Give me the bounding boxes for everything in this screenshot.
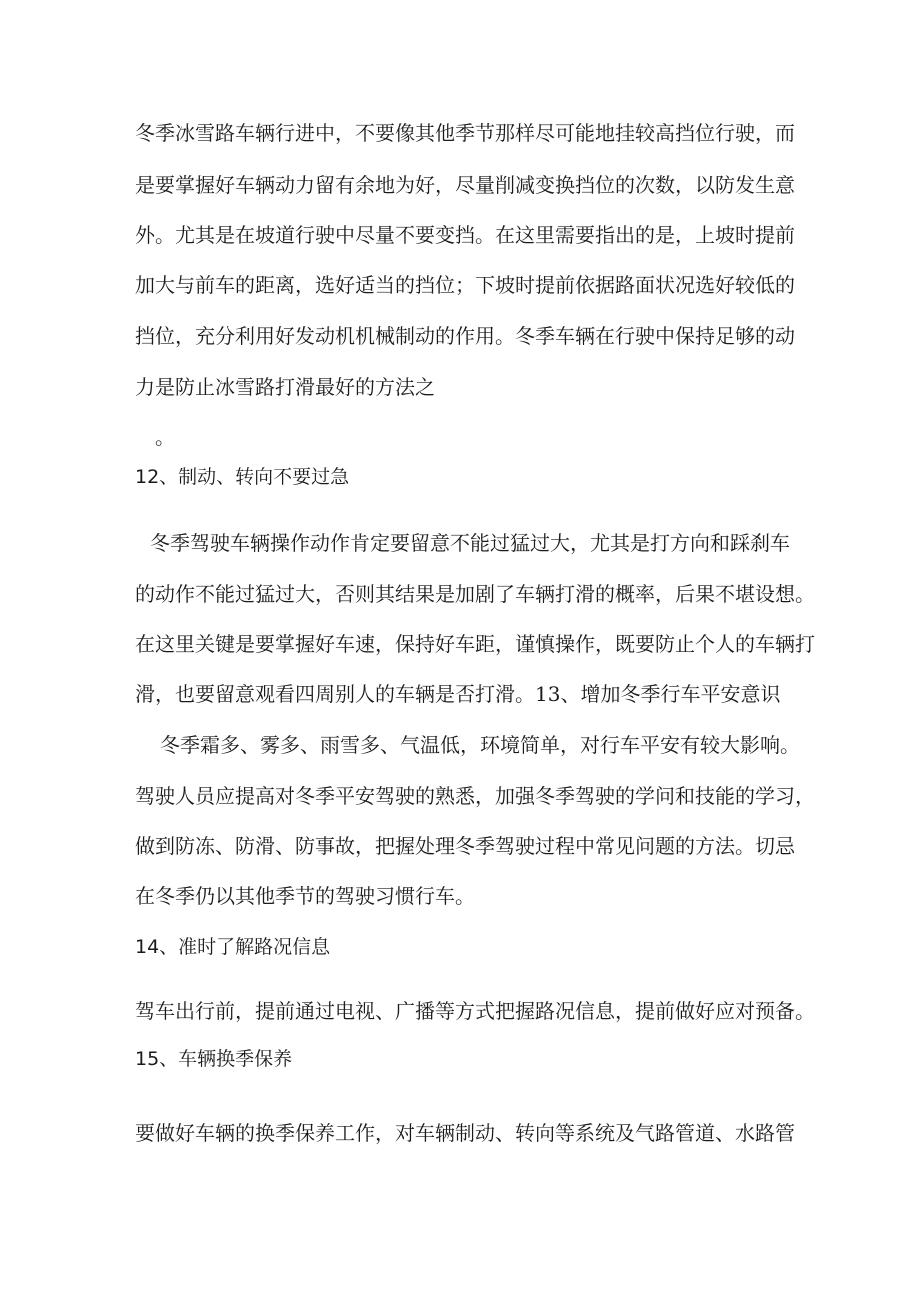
paragraph-line: 冬季冰雪路车辆行进中，不要像其他季节那样尽可能地挂较高挡位行驶，而: [135, 121, 795, 145]
paragraph-line: 外。尤其是在坡道行驶中尽量不要变挡。在这里需要指出的是，上坡时提前: [135, 223, 795, 247]
paragraph-line: 滑，也要留意观看四周别人的车辆是否打滑。13、增加冬季行车平安意识: [135, 682, 781, 706]
paragraph-line: 要做好车辆的换季保养工作，对车辆制动、转向等系统及气路管道、水路管: [135, 1121, 795, 1145]
paragraph-line: 驾车出行前，提前通过电视、广播等方式把握路况信息，提前做好应对预备。: [135, 999, 815, 1023]
paragraph-line: 驾驶人员应提高对冬季平安驾驶的熟悉，加强冬季驾驶的学问和技能的学习，: [135, 784, 815, 808]
section-heading-15: 15、车辆换季保养: [135, 1048, 293, 1070]
paragraph-line: 挡位，充分利用好发动机机械制动的作用。冬季车辆在行驶中保持足够的动: [135, 324, 795, 348]
paragraph-line: 力是防止冰雪路打滑最好的方法之: [135, 375, 435, 399]
paragraph-line: 在冬季仍以其他季节的驾驶习惯行车。: [135, 884, 475, 908]
section-heading-12: 12、制动、转向不要过急: [135, 466, 350, 488]
section-heading-14: 14、准时了解路况信息: [135, 936, 331, 958]
paragraph-line: 。: [155, 425, 175, 449]
paragraph-line: 冬季驾驶车辆操作动作肯定要留意不能过猛过大，尤其是打方向和踩刹车: [150, 531, 790, 555]
paragraph-line: 做到防冻、防滑、防事故，把握处理冬季驾驶过程中常见问题的方法。切忌: [135, 834, 795, 858]
paragraph-line: 冬季霜多、雾多、雨雪多、气温低，环境简单，对行车平安有较大影响。: [160, 733, 800, 757]
paragraph-line: 在这里关键是要掌握好车速，保持好车距，谨慎操作，既要防止个人的车辆打: [135, 632, 815, 656]
paragraph-line: 加大与前车的距离，选好适当的挡位；下坡时提前依据路面状况选好较低的: [135, 273, 795, 297]
paragraph-line: 的动作不能过猛过大，否则其结果是加剧了车辆打滑的概率，后果不堪设想。: [135, 582, 815, 606]
paragraph-line: 是要掌握好车辆动力留有余地为好，尽量削减变换挡位的次数，以防发生意: [135, 173, 795, 197]
